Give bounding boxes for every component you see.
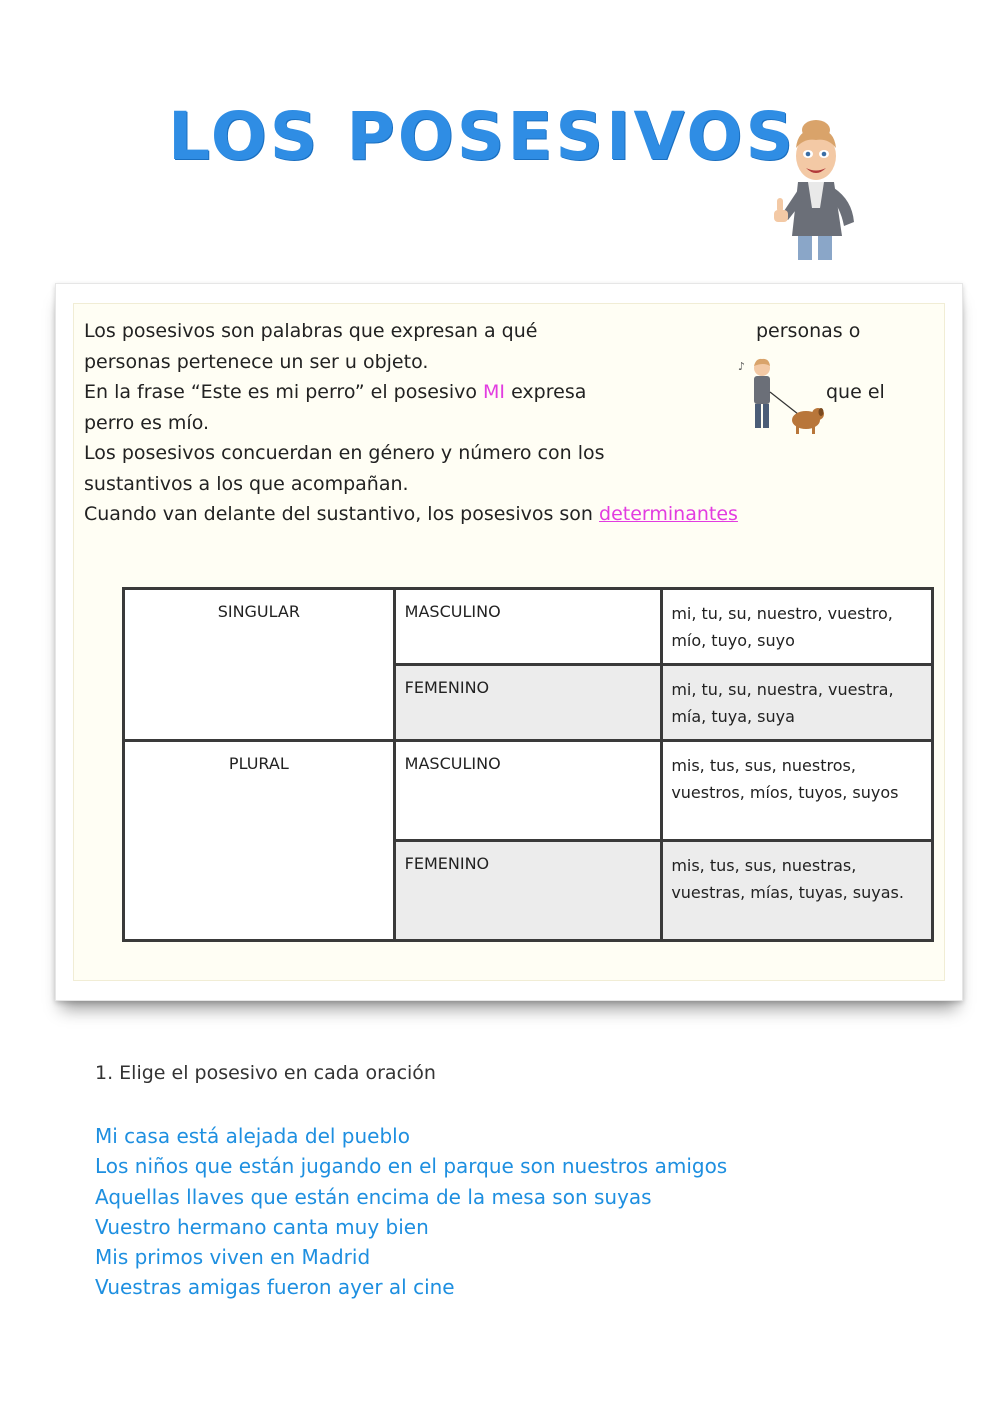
- intro-line: Cuando van delante del sustantivo, los posesivos son determinantes: [84, 503, 738, 525]
- table-cell-forms: mis, tus, sus, nuestras, vuestras, mías, tuyas, suyas.: [662, 841, 933, 941]
- table-row: [124, 589, 933, 665]
- table-cell-singular: SINGULAR: [124, 589, 395, 741]
- table-cell-plural: PLURAL: [124, 741, 395, 941]
- highlight-determinantes: determinantes: [599, 503, 738, 525]
- intro-line: personas pertenece un ser u objeto.: [84, 350, 429, 373]
- highlight-mi: MI: [483, 381, 506, 403]
- exercise-sentences: [95, 1121, 727, 1303]
- exercise-title: 1. Elige el posesivo en cada oración: [95, 1062, 436, 1084]
- avatar-walking-dog-icon: [736, 356, 826, 440]
- intro-line: sustantivos a los que acompañan.: [84, 472, 409, 495]
- exercise-sentence[interactable]: Vuestras amigas fueron ayer al cine: [95, 1275, 455, 1300]
- intro-line: En la frase “Este es mi perro” el posesivo MI expresa: [84, 381, 587, 403]
- intro-line: Los posesivos concuerdan en género y número con los: [84, 442, 605, 464]
- table-cell-femenino: FEMENINO: [394, 665, 662, 741]
- explanation-card-inner: [73, 303, 945, 981]
- explanation-card: [55, 283, 963, 1001]
- svg-text:♪: ♪: [738, 360, 746, 373]
- table-cell-forms: mi, tu, su, nuestra, vuestra, mía, tuya, suya: [662, 665, 933, 741]
- intro-line: Los posesivos son palabras que expresan a qué: [84, 320, 538, 342]
- table-cell-femenino: FEMENINO: [394, 841, 662, 941]
- intro-text: [84, 316, 738, 530]
- table-cell-masculino: MASCULINO: [394, 589, 662, 665]
- exercise-sentence[interactable]: Aquellas llaves que están encima de la mesa son suyas: [95, 1184, 652, 1209]
- table-cell-forms: mi, tu, su, nuestro, vuestro, mío, tuyo, suyo: [662, 589, 933, 665]
- intro-line1-right: personas o: [756, 320, 861, 342]
- possessives-table: [122, 587, 934, 942]
- table-cell-forms: mis, tus, sus, nuestros, vuestros, míos, tuyos, suyos: [662, 741, 933, 841]
- intro-line: perro es mío.: [84, 411, 210, 434]
- exercise-sentence[interactable]: Vuestro hermano canta muy bien: [95, 1214, 429, 1239]
- exercise-sentence[interactable]: Los niños que están jugando en el parque son nuestros amigos: [95, 1154, 728, 1179]
- table-cell-masculino: MASCULINO: [394, 741, 662, 841]
- exercise-sentence[interactable]: Mi casa está alejada del pueblo: [95, 1124, 410, 1148]
- page-title: LOS POSESIVOS: [168, 98, 797, 175]
- exercise-sentence[interactable]: Mis primos viven en Madrid: [95, 1245, 371, 1270]
- table-row: [124, 741, 933, 841]
- intro-line3-right: que el: [826, 381, 885, 403]
- avatar-thumbs-up-icon: [768, 118, 864, 262]
